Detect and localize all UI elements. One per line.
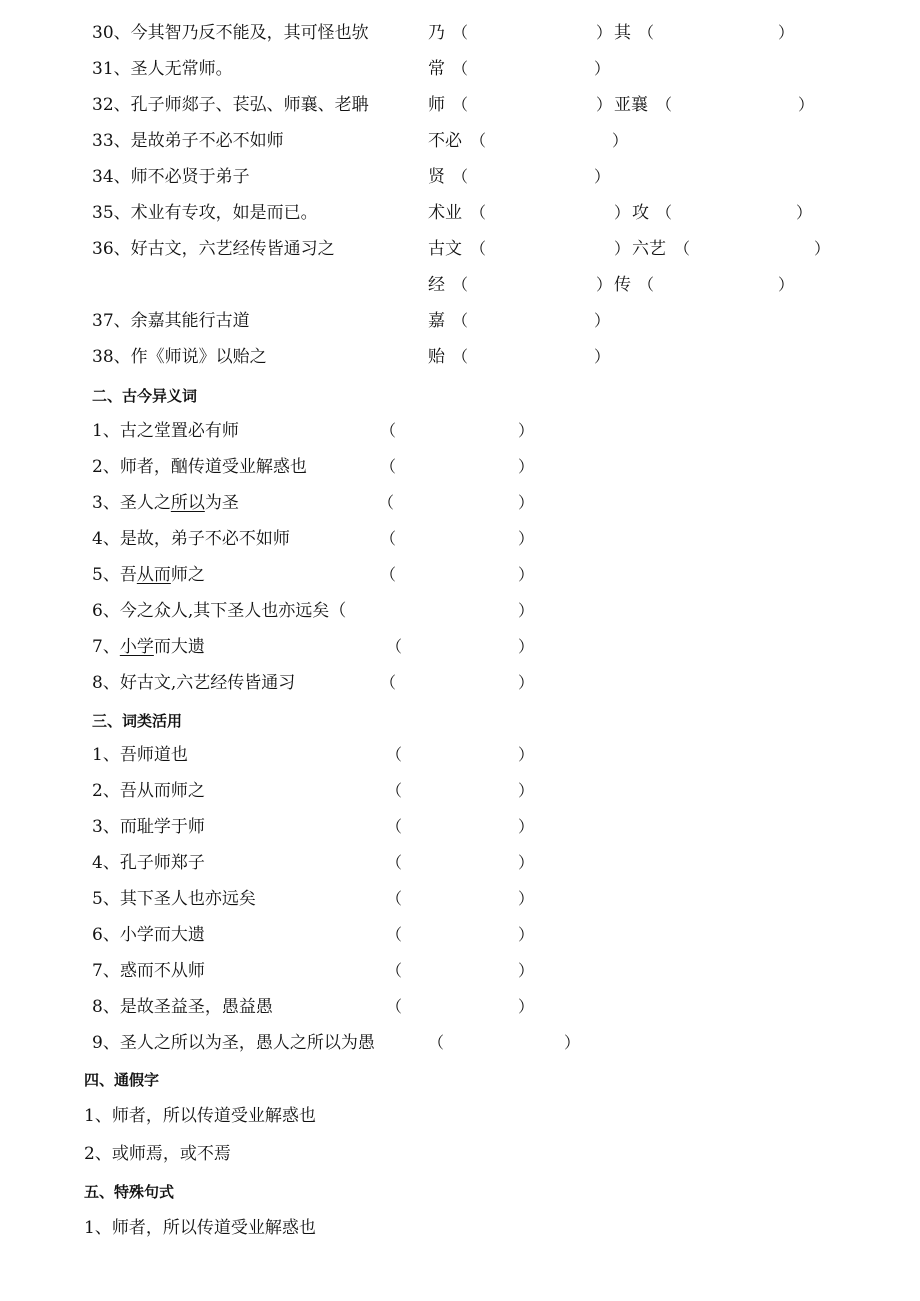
blank-close: ）: [798, 95, 815, 114]
list-item: 8、好古文,六艺经传皆通习: [92, 673, 296, 693]
section-heading-tongjia: 四、通假字: [84, 1071, 160, 1089]
blank-open[interactable]: （: [329, 601, 347, 621]
word-jing: 经: [428, 275, 445, 295]
list-item: 8、是故圣益圣，愚益愚: [92, 997, 273, 1017]
list-item: 4、孔子师郑子: [92, 853, 205, 873]
blank-open[interactable]: （: [470, 203, 487, 222]
blank-open[interactable]: （: [452, 275, 469, 294]
blank-open[interactable]: （: [380, 673, 397, 692]
blank-close: ）: [594, 59, 611, 78]
blank-close: ）: [518, 889, 535, 908]
blank-open[interactable]: （: [452, 167, 469, 186]
word-chang: 常: [428, 59, 445, 79]
blank-open[interactable]: （: [380, 421, 397, 440]
blank-open[interactable]: （: [386, 745, 403, 764]
blank-open[interactable]: （: [378, 493, 395, 512]
blank-close: ）: [778, 275, 795, 294]
blank-close: ）: [614, 203, 631, 222]
word-gong: 攻: [632, 203, 649, 223]
word-bubi: 不必: [428, 131, 462, 151]
item-33: 33、是故弟子不必不如师: [92, 131, 284, 151]
blank-close: ）: [596, 95, 613, 114]
blank-close: ）: [612, 131, 629, 150]
item-32: 32、孔子师郯子、苌弘、师襄、老聃: [92, 95, 369, 115]
word-shuye: 术业: [428, 203, 462, 223]
blank-open[interactable]: （: [656, 95, 673, 114]
blank-close: ）: [594, 167, 611, 186]
blank-close: ）: [518, 673, 535, 692]
blank-close: ）: [518, 637, 535, 656]
list-item: 5、吾从而师之: [92, 565, 205, 585]
item-30: 30、今其智乃反不能及，其可怪也欤: [92, 23, 369, 43]
blank-close: ）: [594, 311, 611, 330]
blank-open[interactable]: （: [386, 637, 403, 656]
word-liuyi: 六艺: [632, 239, 666, 259]
word-shi: 师: [428, 95, 445, 115]
word-zhuan: 传: [614, 275, 631, 295]
blank-open[interactable]: （: [470, 239, 487, 258]
blank-open[interactable]: （: [452, 95, 469, 114]
list-item: 7、惑而不从师: [92, 961, 205, 981]
blank-close: ）: [596, 23, 613, 42]
blank-close: ）: [596, 275, 613, 294]
blank-open[interactable]: （: [452, 311, 469, 330]
blank-close: ）: [518, 817, 535, 836]
item-37: 37、余嘉其能行古道: [92, 311, 250, 331]
blank-close: ）: [518, 853, 535, 872]
blank-open[interactable]: （: [452, 23, 469, 42]
list-item: 2、师者，酗传道受业解惑也: [92, 457, 307, 477]
blank-close: ）: [518, 457, 535, 476]
blank-close: ）: [796, 203, 813, 222]
word-qi: 其: [614, 23, 631, 43]
blank-close: ）: [564, 1033, 581, 1052]
blank-open[interactable]: （: [674, 239, 691, 258]
blank-close: ）: [518, 529, 535, 548]
list-item: 2、或师焉，或不焉: [84, 1144, 231, 1164]
word-yaxiang: 亚襄: [614, 95, 648, 115]
blank-close: ）: [518, 493, 535, 512]
list-item: 2、吾从而师之: [92, 781, 205, 801]
blank-open[interactable]: （: [386, 925, 403, 944]
section-heading-cilei: 三、词类活用: [92, 712, 183, 730]
blank-open[interactable]: （: [386, 961, 403, 980]
list-item: 1、师者，所以传道受业解惑也: [84, 1218, 316, 1238]
list-item: 3、而耻学于师: [92, 817, 205, 837]
blank-open[interactable]: （: [386, 997, 403, 1016]
list-item: 1、师者，所以传道受业解惑也: [84, 1106, 316, 1126]
list-item: 3、圣人之所以为圣: [92, 493, 239, 513]
blank-open[interactable]: （: [452, 347, 469, 366]
list-item: 6、今之众人,其下圣人也亦远矣（: [92, 601, 347, 621]
underlined-term: 所以: [170, 493, 205, 513]
underlined-term: 小学: [119, 637, 154, 657]
word-jia: 嘉: [428, 311, 445, 331]
word-xian: 贤: [428, 167, 445, 187]
list-item: 1、吾师道也: [92, 745, 188, 765]
blank-close: ）: [518, 601, 535, 620]
blank-close: ）: [518, 781, 535, 800]
section-heading-gujin: 二、古今异义词: [92, 387, 198, 405]
blank-close: ）: [594, 347, 611, 366]
list-item: 6、小学而大遗: [92, 925, 205, 945]
blank-open[interactable]: （: [386, 889, 403, 908]
item-38: 38、作《师说》以贻之: [92, 347, 267, 367]
blank-open[interactable]: （: [386, 781, 403, 800]
word-guwen: 古文: [428, 239, 462, 259]
word-yi: 贻: [428, 347, 445, 367]
list-item: 7、小学而大遗: [92, 637, 205, 657]
blank-open[interactable]: （: [386, 853, 403, 872]
list-item: 9、圣人之所以为圣，愚人之所以为愚: [92, 1033, 375, 1053]
blank-open[interactable]: （: [638, 23, 655, 42]
list-item: 5、其下圣人也亦远矣: [92, 889, 256, 909]
item-34: 34、师不必贤于弟子: [92, 167, 250, 187]
blank-open[interactable]: （: [428, 1033, 445, 1052]
list-item: 1、古之堂置必有师: [92, 421, 239, 441]
blank-open[interactable]: （: [380, 565, 397, 584]
blank-close: ）: [518, 997, 535, 1016]
word-nai: 乃: [428, 23, 445, 43]
item-31: 31、圣人无常师。: [92, 59, 233, 79]
blank-close: ）: [814, 239, 831, 258]
blank-open[interactable]: （: [656, 203, 673, 222]
blank-open[interactable]: （: [452, 59, 469, 78]
blank-open[interactable]: （: [470, 131, 487, 150]
section-heading-teshu: 五、特殊句式: [84, 1183, 175, 1201]
blank-open[interactable]: （: [380, 457, 397, 476]
blank-open[interactable]: （: [638, 275, 655, 294]
blank-close: ）: [518, 961, 535, 980]
list-item: 4、是故，弟子不必不如师: [92, 529, 290, 549]
blank-open[interactable]: （: [386, 817, 403, 836]
item-35: 35、术业有专攻，如是而已。: [92, 203, 318, 223]
underlined-term: 从而: [136, 565, 171, 585]
blank-close: ）: [518, 745, 535, 764]
blank-close: ）: [614, 239, 631, 258]
item-36: 36、好古文，六艺经传皆通习之: [92, 239, 335, 259]
blank-close: ）: [518, 421, 535, 440]
blank-close: ）: [518, 565, 535, 584]
blank-open[interactable]: （: [380, 529, 397, 548]
blank-close: ）: [778, 23, 795, 42]
blank-close: ）: [518, 925, 535, 944]
